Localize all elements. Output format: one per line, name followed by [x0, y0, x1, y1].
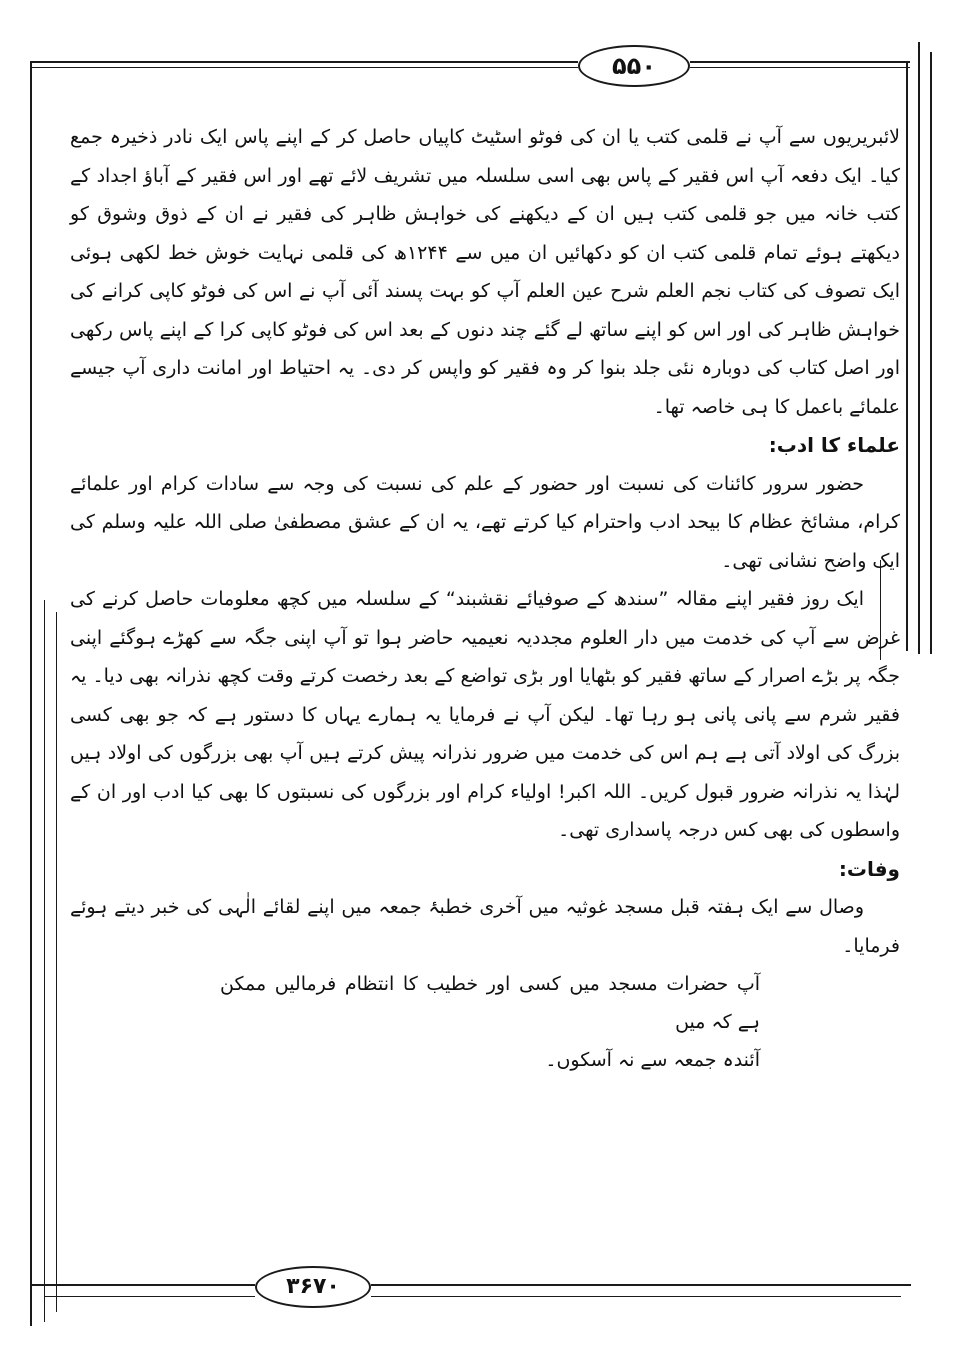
paragraph-last-sermon: وصال سے ایک ہفتہ قبل مسجد غوثیہ میں آخری خطبۂ جمعہ میں اپنے لقائے الٰہی کی خبر دیتے ہوئے فرمایا۔ [70, 896, 900, 957]
frame-line-bottom-left [30, 1284, 255, 1286]
quote-line-1: آپ حضرات مسجد میں کسی اور خطیب کا انتظام فرمالیں ممکن ہے کہ میں [220, 973, 760, 1033]
paragraph-visit-anecdote: ایک روز فقیر اپنے مقالہ ”سندھ کے صوفیائے نقشبند“ کے سلسلہ میں کچھ معلومات حاصل کرنے کی غرض سے آپ کی خدمت میں دار العلوم مجددیہ نعیمیہ حاضر ہوا تو آپ اپنی جگہ سے کھڑے ہوگئے اپنی جگہ پر بڑے اصرار کے ساتھ فقیر کو بٹھایا اور بڑی تواضع کے بعد رخصت کرتے وقت کچھ نذرانہ بھی دیا۔ یہ فقیر شرم سے پانی پانی ہو رہا تھا۔ لیکن آپ نے فرمایا یہ ہمارے یہاں کا دستور ہے کہ جو بھی کسی بزرگ کی اولاد آتی ہے ہم اس کی خدمت میں ضرور نذرانہ پیش کرتے ہیں آپ بھی بزرگوں کی اولاد ہیں لہٰذا یہ نذرانہ ضرور قبول کریں۔ اللہ اکبر! اولیاء کرام اور بزرگوں کی نسبتوں کا بھی کیا ادب اور ان کے واسطوں کی بھی کس درجہ پاسداری تھی۔ [70, 588, 900, 841]
quote-line-2: آئندہ جمعہ سے نہ آسکوں۔ [545, 1049, 760, 1071]
frame-line-bottom-left-inner [44, 1296, 255, 1297]
frame-line-top-right-inner [690, 67, 910, 68]
frame-line-right [906, 61, 908, 651]
frame-line-bottom-right-inner [371, 1296, 901, 1297]
frame-line-right-outermost [930, 52, 932, 654]
page-number-badge: ۵۵۰ [578, 45, 690, 87]
frame-line-top [30, 61, 578, 63]
frame-line-bottom-right [371, 1284, 911, 1286]
section-heading-wafat: وفات: [838, 856, 900, 881]
frame-line-right-outer [918, 42, 920, 654]
page-body [70, 118, 900, 1079]
frame-line-left-innermost [56, 612, 57, 1312]
volume-page-number-badge: ۳۶۷۰ [255, 1266, 371, 1308]
section-heading-ulama-adab: علماء کا ادب: [768, 433, 900, 457]
frame-line-left [30, 61, 32, 1326]
paragraph-respect: حضور سرور کائنات کی نسبت اور حضور کے علم کی نسبت کی وجہ سے سادات کرام اور علمائے کرام، مشائخ عظام کا بیحد ادب واحترام کیا کرتے تھے، یہ ان کے عشق مصطفیٰ صلی اللہ علیہ وسلم کی ایک واضح نشانی تھی۔ [70, 472, 900, 572]
paragraph-library-collection: لائبریریوں سے آپ نے قلمی کتب یا ان کی فوٹو اسٹیٹ کاپیاں حاصل کر کے اپنے پاس ایک نادر ذخیرہ جمع کیا۔ ایک دفعہ آپ اس فقیر کے پاس بھی اسی سلسلہ میں تشریف لائے تھے اور اس فقیر کے آباؤ اجداد کے کتب خانہ میں جو قلمی کتب ہیں ان کے دیکھنے کی خواہش ظاہر کی فقیر نے ان کے ذوق وشوق کو دیکھتے ہوئے تمام قلمی کتب ان کو دکھائیں ان میں سے ۱۲۴۴ھ کی قلمی نہایت خوش خط لکھی ہوئی ایک تصوف کی کتاب نجم العلم شرح عین العلم آپ کو بہت پسند آئی آپ نے اس کی فوٹو کاپی کرانے کی خواہش ظاہر کی اور اس کو اپنے ساتھ لے گئے چند دنوں کے بعد اس کی فوٹو کاپی کرا کے اپنے پاس رکھی اور اصل کتاب کی دوبارہ نئی جلد بنوا کر وہ فقیر کو واپس کر دی۔ یہ احتیاط اور امانت داری آپ جیسے علمائے باعمل کا ہی خاصہ تھا۔ [70, 126, 900, 418]
frame-line-left-inner [44, 600, 45, 1322]
frame-line-top-right [690, 61, 910, 63]
frame-line-top-inner [30, 67, 578, 68]
